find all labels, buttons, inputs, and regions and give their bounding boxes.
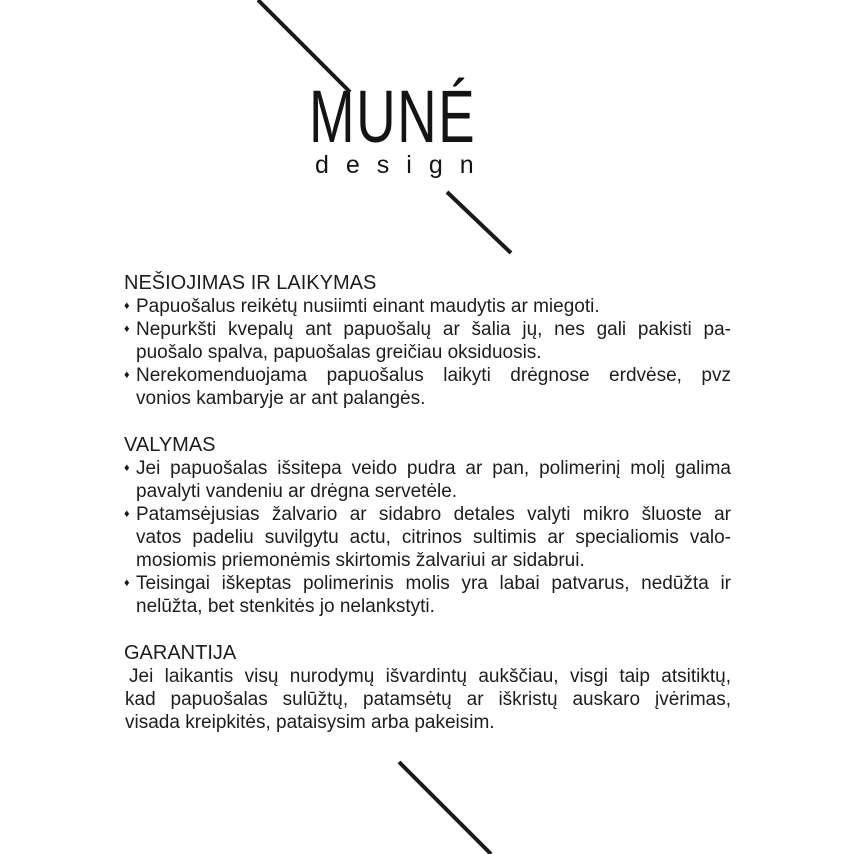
text-line: vatos padeliu suvilgytu actu, citrinos sultimis ar specialiomis valo-: [136, 527, 731, 548]
diamond-bullet-icon: ♦: [124, 508, 130, 520]
diamond-bullet-icon: ♦: [124, 323, 130, 335]
section-valymas: [124, 434, 731, 618]
text-line: nelūžta, bet stenkitės jo nelankstyti.: [136, 596, 435, 617]
section-nesiojimas-ir-laikymas: [124, 272, 731, 410]
diagonal-line-bottom: [399, 762, 491, 854]
text-line: Nerekomenduojama papuošalus laikyti drėgnose erdvėse, pvz: [136, 365, 731, 386]
diamond-bullet-icon: ♦: [124, 462, 130, 474]
diamond-bullet-icon: ♦: [124, 300, 130, 312]
text-line: Nepurkšti kvepalų ant papuošalų ar šalia jų, nes gali pakisti pa-: [136, 319, 731, 340]
section-garantija: [124, 642, 731, 734]
text-line: mosiomis priemonėmis skirtomis žalvariui ar sidabrui.: [136, 550, 585, 571]
text-line: Patamsėjusias žalvario ar sidabro detales valyti mikro šluoste ar: [136, 504, 731, 525]
bullet-item: [124, 457, 731, 503]
diamond-bullet-icon: ♦: [124, 577, 130, 589]
text-line: kad papuošalas sulūžtų, patamsėtų ar iškristų auskaro įvėrimas,: [125, 689, 731, 710]
bullet-item: [124, 503, 731, 572]
diagonal-line-middle: [447, 192, 511, 253]
bullet-item: [124, 295, 731, 318]
bullet-item: [124, 364, 731, 410]
text-line: puošalo spalva, papuošalas greičiau oksiduosis.: [136, 342, 542, 363]
section-heading: GARANTIJA: [124, 642, 237, 664]
text-line: Teisingai iškeptas polimerinis molis yra labai patvarus, nedūžta ir: [136, 573, 731, 594]
care-instructions: [124, 272, 731, 734]
section-heading: VALYMAS: [124, 434, 216, 456]
text-line: Jei laikantis visų nurodymų išvardintų aukščiau, visgi taip atsitiktų,: [129, 666, 731, 687]
bullet-item: [124, 318, 731, 364]
text-line: visada kreipkitės, pataisysim arba pakeisim.: [125, 712, 495, 733]
brand-subtitle: design: [315, 151, 491, 179]
text-line: pavalyti vandeniu ar drėgna servetėle.: [136, 481, 458, 502]
warranty-paragraph: [124, 665, 731, 734]
brand-name: MUNÉ: [309, 75, 477, 158]
diamond-bullet-icon: ♦: [124, 369, 130, 381]
bullet-item: [124, 572, 731, 618]
text-line: Jei papuošalas išsitepa veido pudra ar pan, polimerinį molį galima: [136, 458, 731, 479]
text-line: Papuošalus reikėtų nusiimti einant maudytis ar miegoti.: [136, 296, 600, 317]
section-heading: NEŠIOJIMAS IR LAIKYMAS: [124, 272, 377, 294]
text-line: vonios kambaryje ar ant palangės.: [136, 388, 426, 409]
